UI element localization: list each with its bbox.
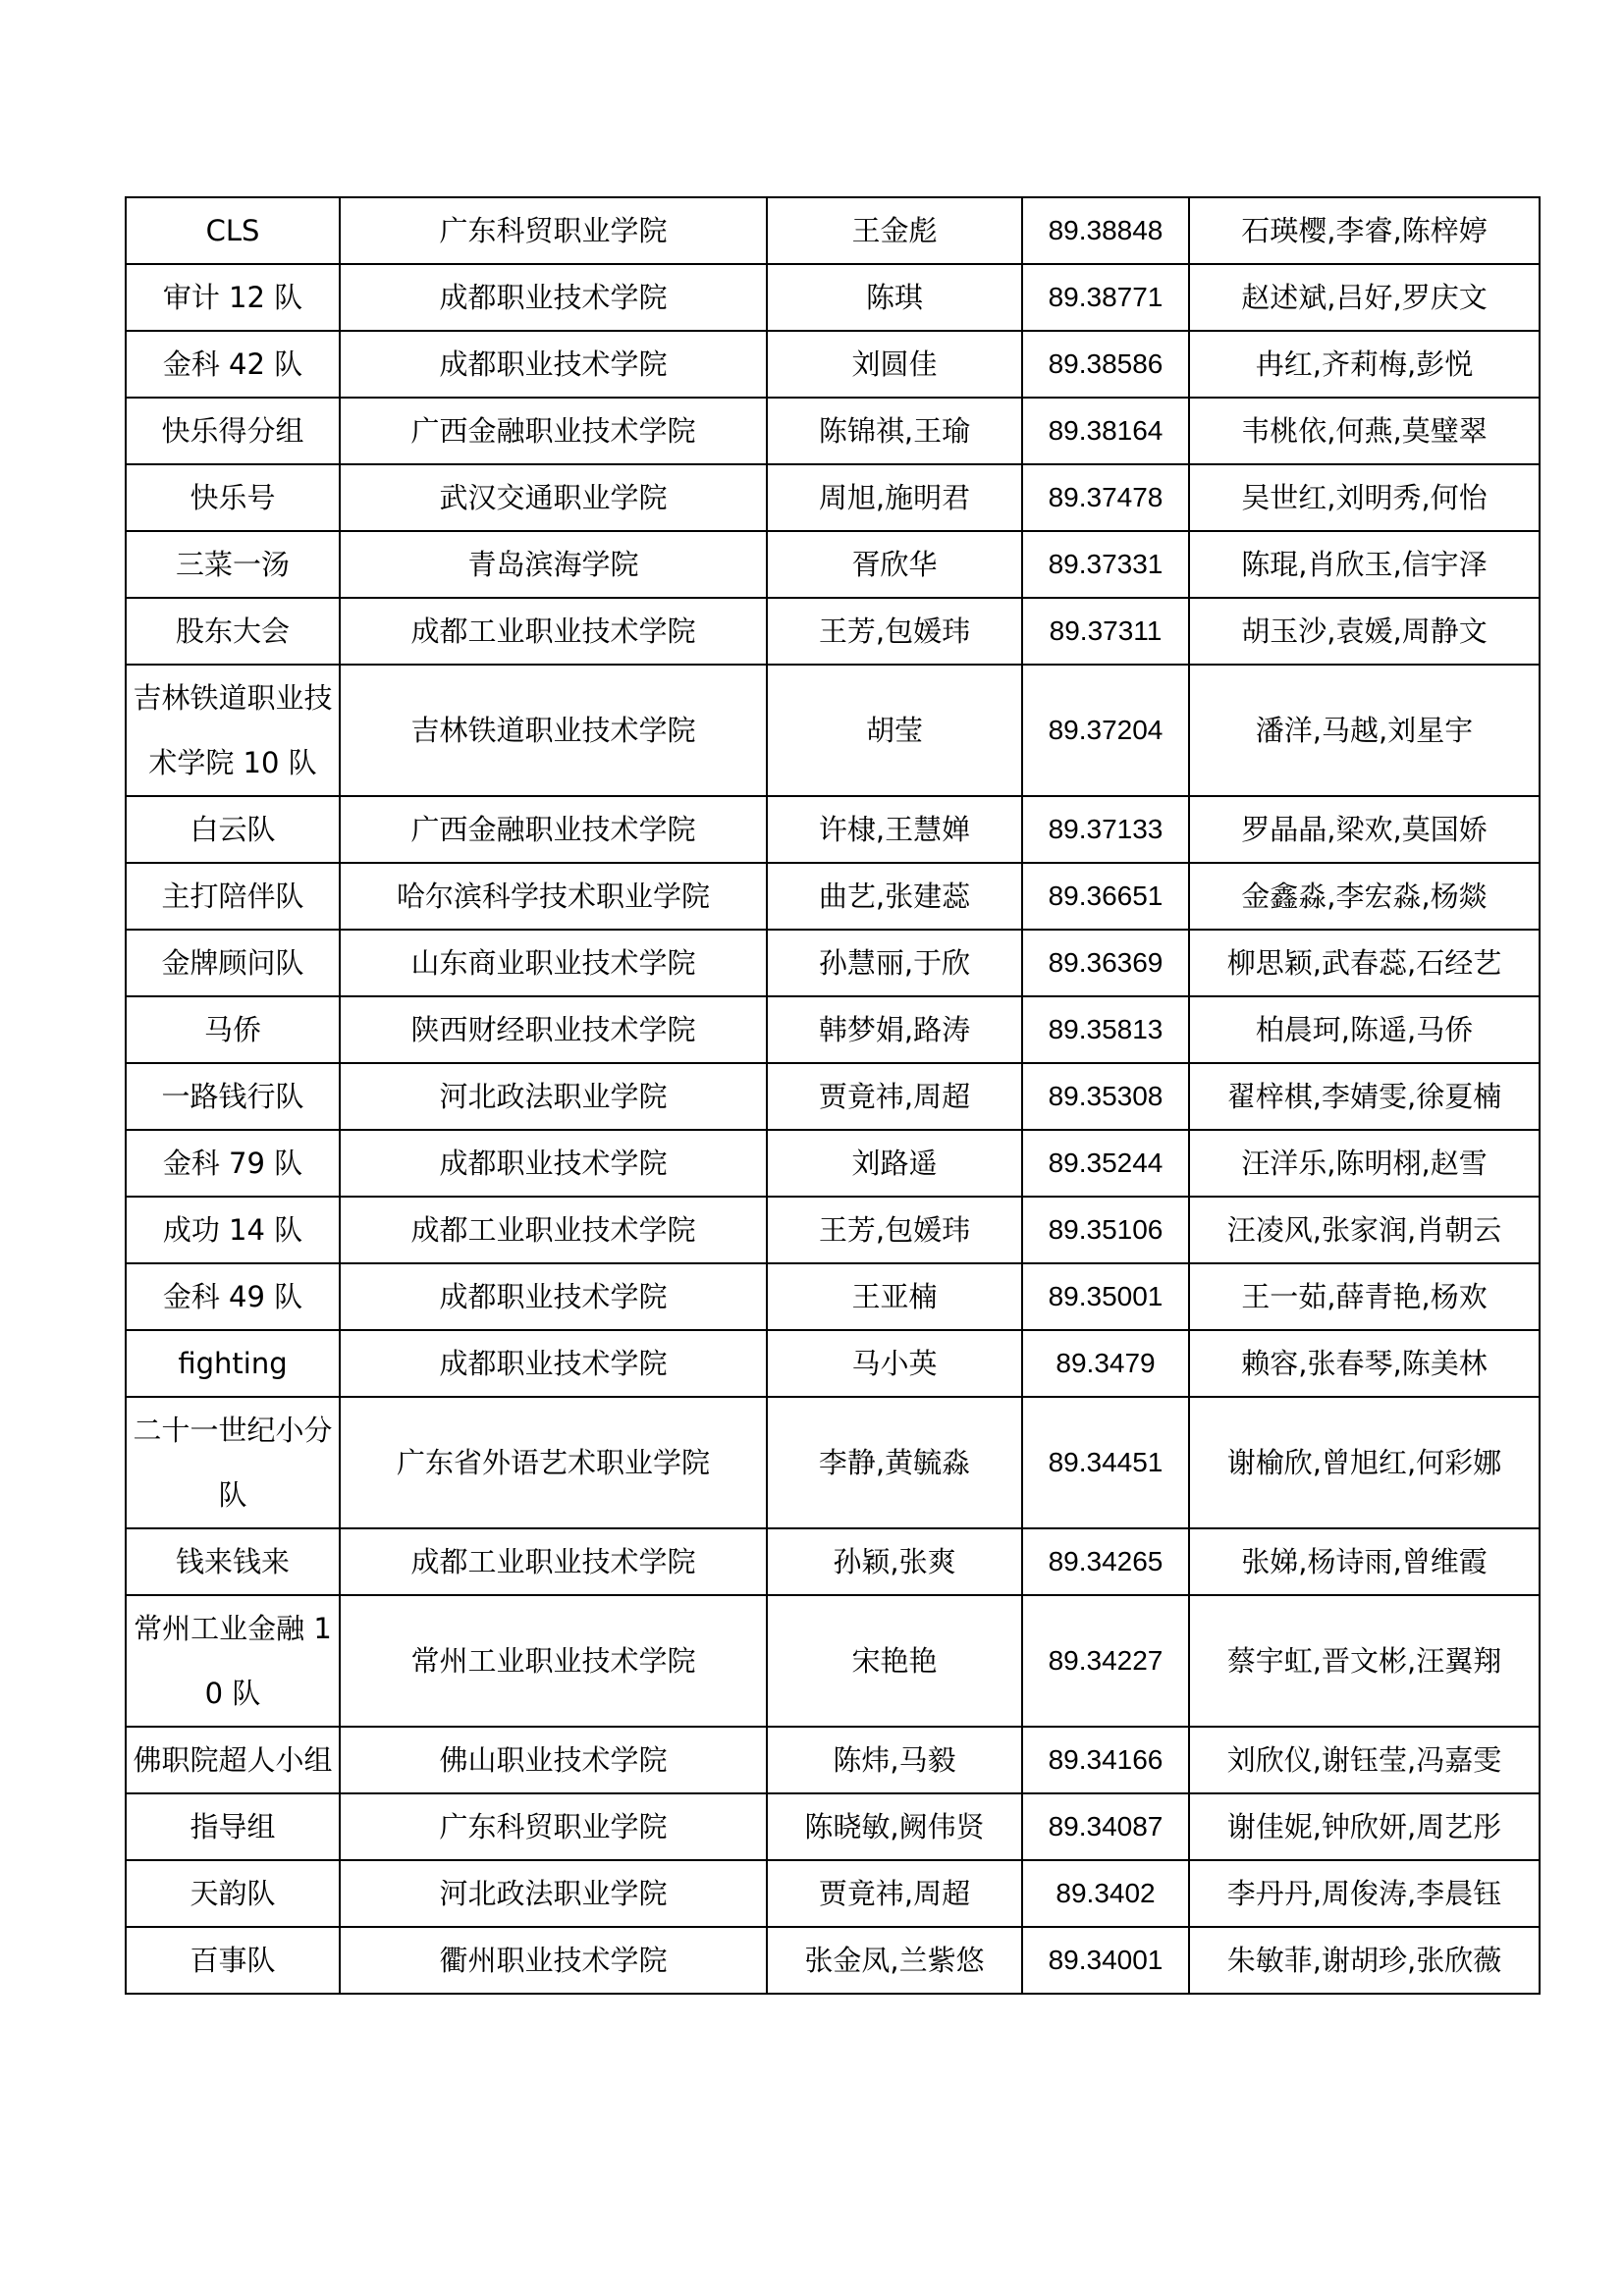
table-row — [126, 1793, 1540, 1860]
advisor-cell: 贾竟祎,周超 — [767, 1063, 1022, 1130]
members-cell: 汪凌风,张家润,肖朝云 — [1189, 1197, 1540, 1263]
members-cell: 王一茹,薛青艳,杨欢 — [1189, 1263, 1540, 1330]
table-row — [126, 1927, 1540, 1994]
school-cell: 广东科贸职业学院 — [340, 197, 767, 264]
table-row — [126, 331, 1540, 398]
team-name-cell: 白云队 — [126, 796, 340, 863]
team-name-cell: 天韵队 — [126, 1860, 340, 1927]
school-cell: 成都工业职业技术学院 — [340, 598, 767, 665]
advisor-cell: 陈琪 — [767, 264, 1022, 331]
score-cell: 89.37478 — [1022, 464, 1189, 531]
score-cell: 89.36651 — [1022, 863, 1189, 930]
score-cell: 89.37204 — [1022, 665, 1189, 796]
members-cell: 谢佳妮,钟欣妍,周艺彤 — [1189, 1793, 1540, 1860]
advisor-cell: 贾竟祎,周超 — [767, 1860, 1022, 1927]
table-row — [126, 665, 1540, 796]
score-cell: 89.35106 — [1022, 1197, 1189, 1263]
score-cell: 89.34087 — [1022, 1793, 1189, 1860]
score-cell: 89.35244 — [1022, 1130, 1189, 1197]
school-cell: 成都工业职业技术学院 — [340, 1197, 767, 1263]
advisor-cell: 王金彪 — [767, 197, 1022, 264]
score-cell: 89.34265 — [1022, 1528, 1189, 1595]
table-row — [126, 197, 1540, 264]
team-name-cell: 三菜一汤 — [126, 531, 340, 598]
score-cell: 89.34166 — [1022, 1727, 1189, 1793]
members-cell: 陈琨,肖欣玉,信宇泽 — [1189, 531, 1540, 598]
team-name-cell: 主打陪伴队 — [126, 863, 340, 930]
advisor-cell: 陈晓敏,阙伟贤 — [767, 1793, 1022, 1860]
score-cell: 89.3402 — [1022, 1860, 1189, 1927]
members-cell: 赵述斌,吕好,罗庆文 — [1189, 264, 1540, 331]
advisor-cell: 孙颖,张爽 — [767, 1528, 1022, 1595]
advisor-cell: 张金凤,兰紫悠 — [767, 1927, 1022, 1994]
table-row — [126, 863, 1540, 930]
team-name-cell: fighting — [126, 1330, 340, 1397]
advisor-cell: 韩梦娟,路涛 — [767, 996, 1022, 1063]
school-cell: 哈尔滨科学技术职业学院 — [340, 863, 767, 930]
team-name-cell: 股东大会 — [126, 598, 340, 665]
school-cell: 佛山职业技术学院 — [340, 1727, 767, 1793]
score-cell: 89.37133 — [1022, 796, 1189, 863]
team-name-cell: 吉林铁道职业技术学院 10 队 — [126, 665, 340, 796]
team-name-cell: CLS — [126, 197, 340, 264]
school-cell: 山东商业职业技术学院 — [340, 930, 767, 996]
advisor-cell: 胥欣华 — [767, 531, 1022, 598]
table-row — [126, 1063, 1540, 1130]
team-name-cell: 金牌顾问队 — [126, 930, 340, 996]
members-cell: 吴世红,刘明秀,何怡 — [1189, 464, 1540, 531]
school-cell: 广西金融职业技术学院 — [340, 796, 767, 863]
table-row — [126, 796, 1540, 863]
members-cell: 汪洋乐,陈明栩,赵雪 — [1189, 1130, 1540, 1197]
table-row — [126, 1263, 1540, 1330]
team-name-cell: 成功 14 队 — [126, 1197, 340, 1263]
results-table — [125, 196, 1541, 1995]
table-row — [126, 1528, 1540, 1595]
score-cell: 89.35813 — [1022, 996, 1189, 1063]
school-cell: 衢州职业技术学院 — [340, 1927, 767, 1994]
score-cell: 89.35001 — [1022, 1263, 1189, 1330]
school-cell: 成都职业技术学院 — [340, 1263, 767, 1330]
school-cell: 河北政法职业学院 — [340, 1063, 767, 1130]
school-cell: 成都职业技术学院 — [340, 331, 767, 398]
score-cell: 89.34451 — [1022, 1397, 1189, 1528]
team-name-cell: 金科 49 队 — [126, 1263, 340, 1330]
score-cell: 89.37311 — [1022, 598, 1189, 665]
members-cell: 金鑫淼,李宏淼,杨燚 — [1189, 863, 1540, 930]
score-cell: 89.38164 — [1022, 398, 1189, 464]
advisor-cell: 王芳,包媛玮 — [767, 1197, 1022, 1263]
school-cell: 成都职业技术学院 — [340, 264, 767, 331]
school-cell: 常州工业职业技术学院 — [340, 1595, 767, 1727]
team-name-cell: 佛职院超人小组 — [126, 1727, 340, 1793]
advisor-cell: 胡莹 — [767, 665, 1022, 796]
advisor-cell: 孙慧丽,于欣 — [767, 930, 1022, 996]
table-row — [126, 996, 1540, 1063]
score-cell: 89.34227 — [1022, 1595, 1189, 1727]
members-cell: 张娣,杨诗雨,曾维霞 — [1189, 1528, 1540, 1595]
members-cell: 赖容,张春琴,陈美林 — [1189, 1330, 1540, 1397]
score-cell: 89.38771 — [1022, 264, 1189, 331]
advisor-cell: 陈锦祺,王瑜 — [767, 398, 1022, 464]
team-name-cell: 钱来钱来 — [126, 1528, 340, 1595]
advisor-cell: 刘圆佳 — [767, 331, 1022, 398]
table-row — [126, 1595, 1540, 1727]
score-cell: 89.37331 — [1022, 531, 1189, 598]
members-cell: 胡玉沙,袁媛,周静文 — [1189, 598, 1540, 665]
score-cell: 89.36369 — [1022, 930, 1189, 996]
team-name-cell: 百事队 — [126, 1927, 340, 1994]
members-cell: 韦桃依,何燕,莫璧翠 — [1189, 398, 1540, 464]
table-row — [126, 464, 1540, 531]
table-row — [126, 531, 1540, 598]
members-cell: 翟梓棋,李婧雯,徐夏楠 — [1189, 1063, 1540, 1130]
table-row — [126, 1130, 1540, 1197]
score-cell: 89.38848 — [1022, 197, 1189, 264]
table-row — [126, 264, 1540, 331]
advisor-cell: 曲艺,张建蕊 — [767, 863, 1022, 930]
school-cell: 成都职业技术学院 — [340, 1130, 767, 1197]
score-cell: 89.38586 — [1022, 331, 1189, 398]
team-name-cell: 快乐号 — [126, 464, 340, 531]
school-cell: 广东省外语艺术职业学院 — [340, 1397, 767, 1528]
members-cell: 朱敏菲,谢胡珍,张欣薇 — [1189, 1927, 1540, 1994]
members-cell: 李丹丹,周俊涛,李晨钰 — [1189, 1860, 1540, 1927]
members-cell: 谢榆欣,曾旭红,何彩娜 — [1189, 1397, 1540, 1528]
table-row — [126, 398, 1540, 464]
score-cell: 89.35308 — [1022, 1063, 1189, 1130]
advisor-cell: 许棣,王慧婵 — [767, 796, 1022, 863]
table-row — [126, 1860, 1540, 1927]
members-cell: 罗晶晶,梁欢,莫国娇 — [1189, 796, 1540, 863]
table-row — [126, 598, 1540, 665]
advisor-cell: 周旭,施明君 — [767, 464, 1022, 531]
score-cell: 89.34001 — [1022, 1927, 1189, 1994]
team-name-cell: 二十一世纪小分队 — [126, 1397, 340, 1528]
school-cell: 成都工业职业技术学院 — [340, 1528, 767, 1595]
school-cell: 青岛滨海学院 — [340, 531, 767, 598]
members-cell: 柳思颖,武春蕊,石经艺 — [1189, 930, 1540, 996]
team-name-cell: 快乐得分组 — [126, 398, 340, 464]
table-row — [126, 1397, 1540, 1528]
team-name-cell: 马侨 — [126, 996, 340, 1063]
school-cell: 陕西财经职业技术学院 — [340, 996, 767, 1063]
members-cell: 石瑛樱,李睿,陈梓婷 — [1189, 197, 1540, 264]
members-cell: 柏晨珂,陈遥,马侨 — [1189, 996, 1540, 1063]
members-cell: 冉红,齐莉梅,彭悦 — [1189, 331, 1540, 398]
results-body — [126, 197, 1540, 1994]
school-cell: 吉林铁道职业技术学院 — [340, 665, 767, 796]
advisor-cell: 宋艳艳 — [767, 1595, 1022, 1727]
advisor-cell: 王亚楠 — [767, 1263, 1022, 1330]
team-name-cell: 金科 42 队 — [126, 331, 340, 398]
advisor-cell: 王芳,包媛玮 — [767, 598, 1022, 665]
members-cell: 刘欣仪,谢钰莹,冯嘉雯 — [1189, 1727, 1540, 1793]
team-name-cell: 指导组 — [126, 1793, 340, 1860]
school-cell: 河北政法职业学院 — [340, 1860, 767, 1927]
members-cell: 蔡宇虹,晋文彬,汪翼翔 — [1189, 1595, 1540, 1727]
advisor-cell: 陈炜,马毅 — [767, 1727, 1022, 1793]
table-row — [126, 930, 1540, 996]
advisor-cell: 李静,黄毓淼 — [767, 1397, 1022, 1528]
school-cell: 成都职业技术学院 — [340, 1330, 767, 1397]
advisor-cell: 马小英 — [767, 1330, 1022, 1397]
table-row — [126, 1197, 1540, 1263]
score-cell: 89.3479 — [1022, 1330, 1189, 1397]
table-row — [126, 1727, 1540, 1793]
school-cell: 广西金融职业技术学院 — [340, 398, 767, 464]
school-cell: 广东科贸职业学院 — [340, 1793, 767, 1860]
school-cell: 武汉交通职业学院 — [340, 464, 767, 531]
advisor-cell: 刘路遥 — [767, 1130, 1022, 1197]
team-name-cell: 审计 12 队 — [126, 264, 340, 331]
team-name-cell: 一路钱行队 — [126, 1063, 340, 1130]
members-cell: 潘洋,马越,刘星宇 — [1189, 665, 1540, 796]
team-name-cell: 金科 79 队 — [126, 1130, 340, 1197]
team-name-cell: 常州工业金融 10 队 — [126, 1595, 340, 1727]
table-row — [126, 1330, 1540, 1397]
